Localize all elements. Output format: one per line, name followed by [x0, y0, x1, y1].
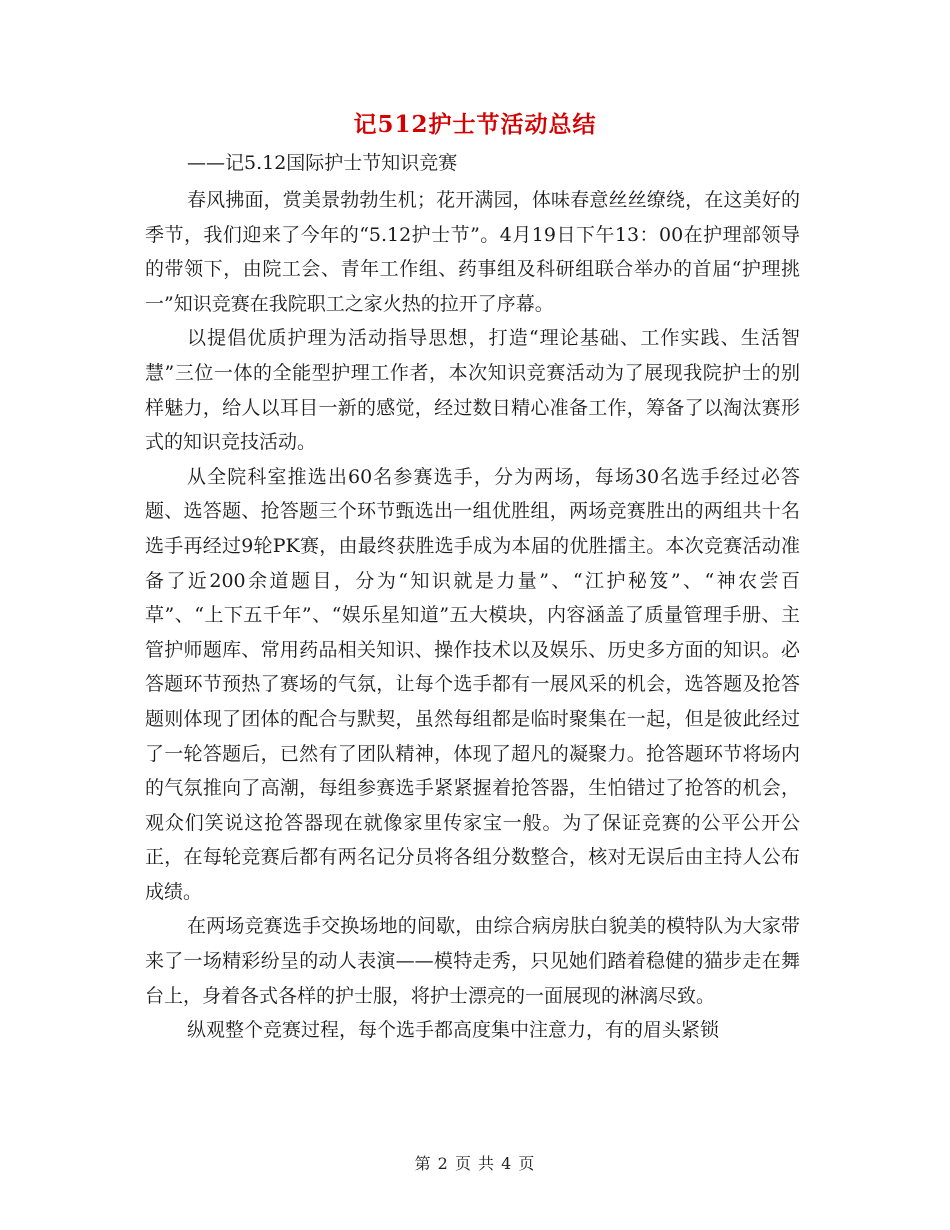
document-body — [145, 183, 800, 1048]
paragraph: 纵观整个竞赛过程，每个选手都高度集中注意力，有的眉头紧锁 — [187, 1019, 720, 1042]
page-number-footer: 第 2 页 共 4 页 — [414, 1154, 536, 1173]
paragraph: 以提倡优质护理为活动指导思想，打造“理论基础、工作实践、生活智慧”三位一体的全能型护理工作者，本次知识竞赛活动为了展现我院护士的别样魅力，给人以耳目一新的感觉，经过数日精心准备工作，筹备了以淘汰赛形式的知识竞技活动。 — [145, 327, 800, 454]
paragraph: 从全院科室推选出60名参赛选手，分为两场，每场30名选手经过必答题、选答题、抢答题三个环节甄选出一组优胜组，两场竞赛胜出的两组共十名选手再经过9轮PK赛，由最终获胜选手成为本届的优胜擂主。本次竞赛活动准备了近200余道题目，分为“知识就是力量”、“江护秘笈”、“神农尝百草”、“上下五千年”、“娱乐星知道”五大模块，内容涵盖了质量管理手册、主管护师题库、常用药品相关知识、操作技术以及娱乐、历史多方面的知识。必答题环节预热了赛场的气氛，让每个选手都有一展风采的机会，选答题及抢答题则体现了团体的配合与默契，虽然每组都是临时聚集在一起，但是彼此经过了一轮答题后，已然有了团队精神，体现了超凡的凝聚力。抢答题环节将场内的气氛推向了高潮，每组参赛选手紧紧握着抢答器，生怕错过了抢答的机会，观众们笑说这抢答器现在就像家里传家宝一般。为了保证竞赛的公平公开公正，在每轮竞赛后都有两名记分员将各组分数整合，核对无误后由主持人公布成绩。 — [145, 465, 800, 903]
document-subtitle: ——记5.12国际护士节知识竞赛 — [187, 152, 458, 174]
paragraph: 在两场竞赛选手交换场地的间歇，由综合病房肤白貌美的模特队为大家带来了一场精彩纷呈的动人表演——模特走秀，只见她们踏着稳健的猫步走在舞台上，身着各式各样的护士服，将护士漂亮的一面展现的淋漓尽致。 — [145, 915, 800, 1007]
document-title: 记512护士节活动总结 — [353, 111, 597, 138]
paragraph: 春风拂面，赏美景勃勃生机；花开满园，体味春意丝丝缭绕，在这美好的季节，我们迎来了今年的“5.12护士节”。4月19日下午13：00在护理部领导的带领下，由院工会、青年工作组、药事组及科研组联合举办的首届“护理挑一”知识竞赛在我院职工之家火热的拉开了序幕。 — [145, 189, 800, 315]
